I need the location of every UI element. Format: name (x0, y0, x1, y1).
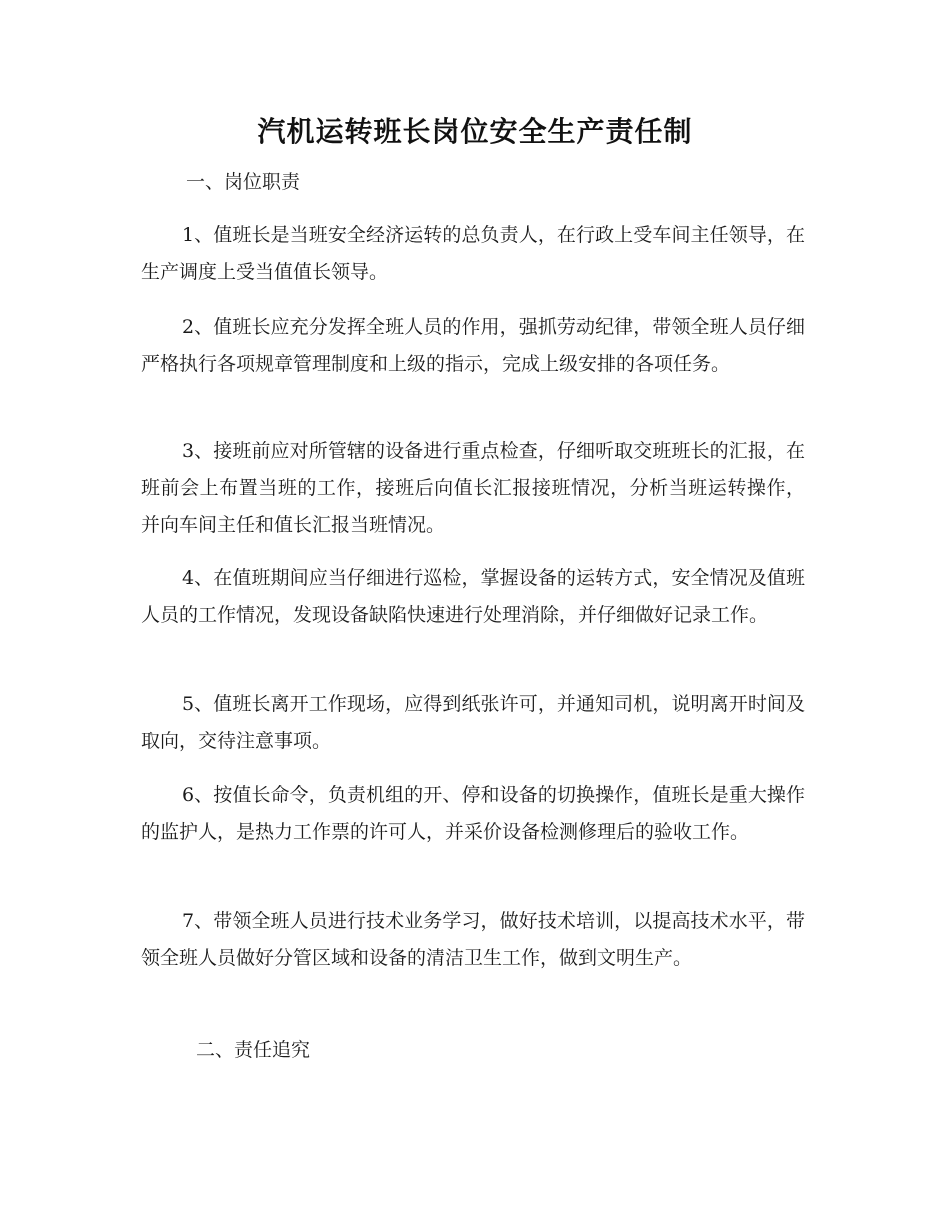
section-heading-duties: 一、岗位职责 (186, 171, 301, 193)
paragraph-1: 1、值班长是当班安全经济运转的总负责人，在行政上受车间主任领导，在生产调度上受当值值长领导。 (141, 224, 805, 283)
paragraph-4: 4、在值班期间应当仔细进行巡检，掌握设备的运转方式，安全情况及值班人员的工作情况，发现设备缺陷快速进行处理消除，并仔细做好记录工作。 (141, 567, 805, 626)
document-title: 汽机运转班长岗位安全生产责任制 (257, 115, 693, 148)
section-heading-accountability: 二、责任追究 (196, 1039, 311, 1061)
paragraph-6: 6、按值长命令，负责机组的开、停和设备的切换操作，值班长是重大操作的监护人，是热力工作票的许可人，并采价设备检测修理后的验收工作。 (141, 784, 805, 843)
paragraph-3: 3、接班前应对所管辖的设备进行重点检查，仔细听取交班班长的汇报，在班前会上布置当班的工作，接班后向值长汇报接班情况，分析当班运转操作，并向车间主任和值长汇报当班情况。 (141, 440, 805, 536)
paragraph-2: 2、值班长应充分发挥全班人员的作用，强抓劳动纪律，带领全班人员仔细严格执行各项规章管理制度和上级的指示，完成上级安排的各项任务。 (141, 316, 805, 375)
paragraph-5: 5、值班长离开工作现场，应得到纸张许可，并通知司机，说明离开时间及取向，交待注意事项。 (141, 693, 805, 752)
paragraph-7: 7、带领全班人员进行技术业务学习，做好技术培训，以提高技术水平，带领全班人员做好分管区域和设备的清洁卫生工作，做到文明生产。 (141, 910, 805, 969)
